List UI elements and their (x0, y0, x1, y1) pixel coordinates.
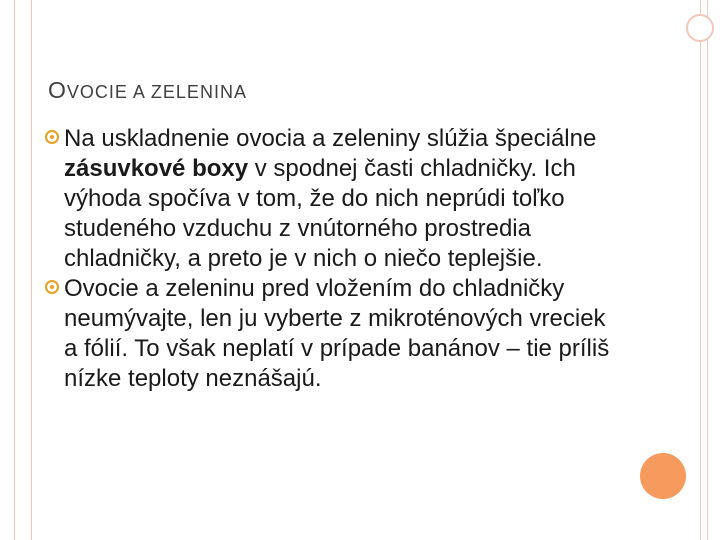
bullet-text-emphasis: zásuvkové boxy (64, 155, 249, 182)
ring-ornament-icon (686, 14, 714, 42)
bullet-item (44, 124, 614, 274)
circle-bullet-icon (44, 279, 60, 295)
circle-bullet-icon (44, 129, 60, 145)
title-first-letter: O (48, 77, 67, 103)
bullet-text-after: v spodnej časti chladničky. Ich výhoda spočíva v tom, že do nich neprúdi toľko studeného vzduchu z vnútorného prostredia chladničky, a preto je v nich o niečo teplejšie. (64, 155, 576, 272)
slide-content (44, 124, 614, 394)
bullet-text: Ovocie a zeleninu pred vložením do chladničky neumývajte, len ju vyberte z mikroténových vreciek a fólií. To však neplatí v prípade banánov – tie príliš nízke teploty neznášajú. (64, 275, 610, 392)
slide-title (48, 77, 247, 104)
title-rest: VOCIE A ZELENINA (66, 82, 247, 102)
orange-circle-ornament-icon (640, 453, 686, 499)
left-decorative-frame (14, 0, 32, 540)
bullet-item (44, 274, 614, 394)
right-decorative-frame (700, 0, 708, 540)
bullet-text-before: Na uskladnenie ovocia a zeleniny slúžia špeciálne (64, 125, 597, 152)
